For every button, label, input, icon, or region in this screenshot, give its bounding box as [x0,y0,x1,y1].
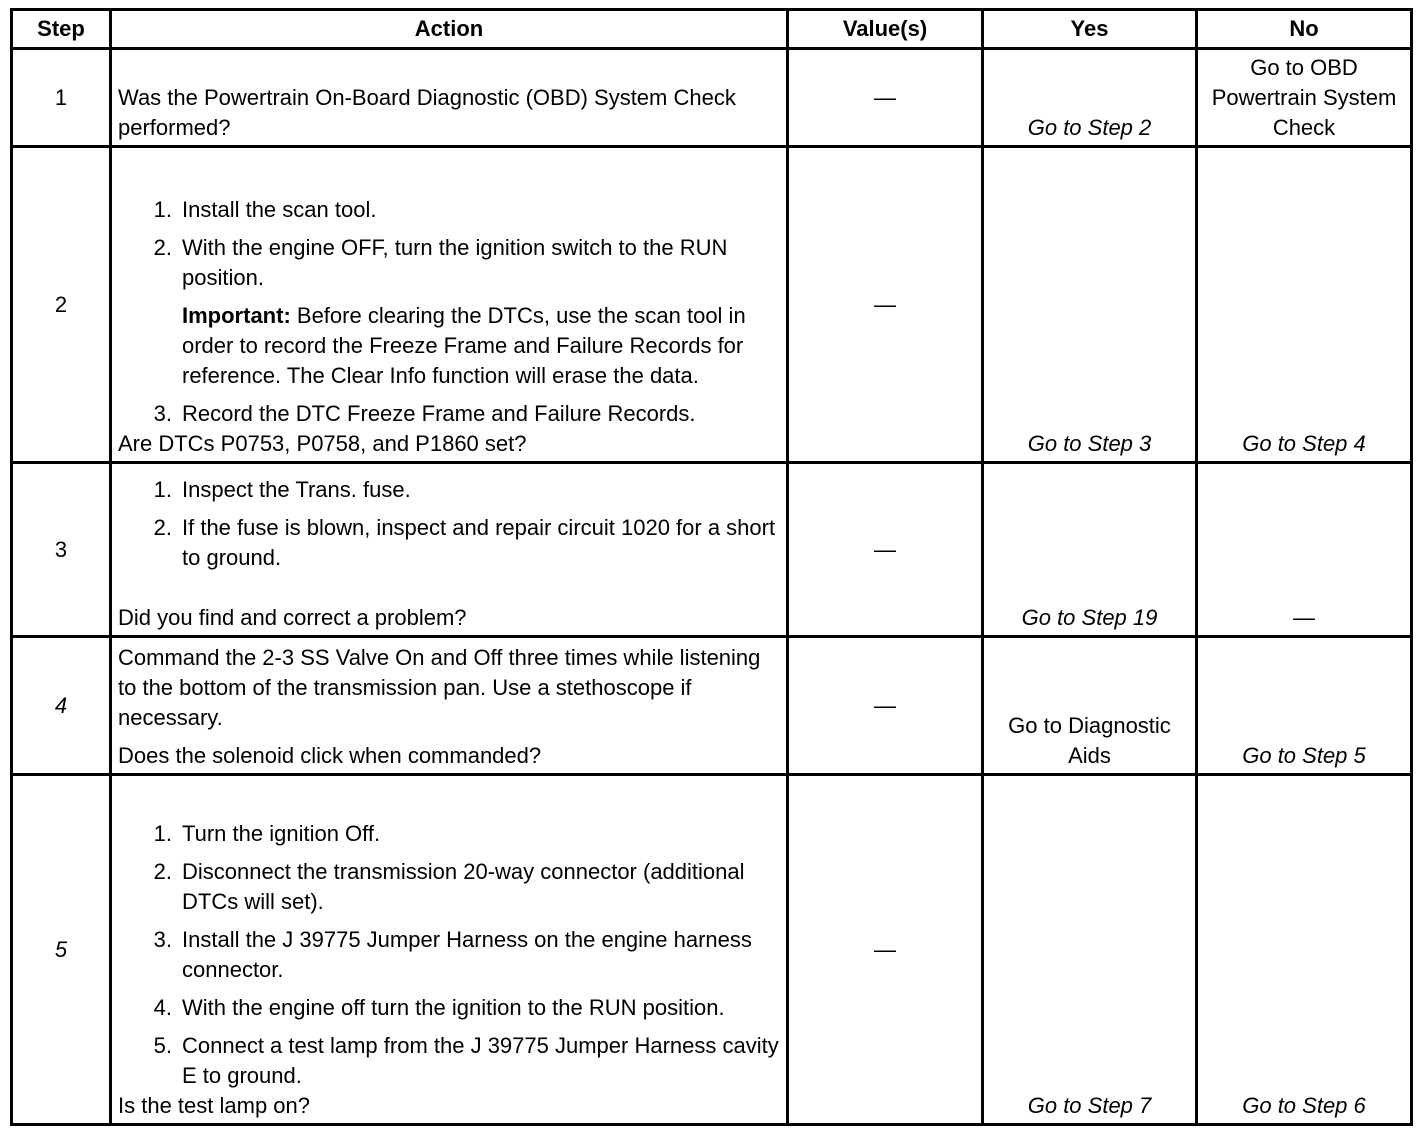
list-item: 1. Turn the ignition Off. [153,821,381,846]
table-row-step-4 [12,637,1412,775]
no-cell [1197,49,1412,147]
no-goto-link: Go to OBD Powertrain System Check [1211,55,1397,140]
action-question: Does the solenoid click when commanded? [118,743,542,768]
yes-cell [983,147,1197,463]
action-cell [111,147,788,463]
step-number: 4 [12,637,111,775]
value-cell: — [788,147,983,463]
list-item: 2. Disconnect the transmission 20-way connector (additional DTCs will set). [153,859,745,914]
no-cell [1197,463,1412,637]
table-row-step-3 [12,463,1412,637]
no-goto-link: Go to Step 6 [1242,1093,1366,1118]
action-cell [111,49,788,147]
step-number: 1 [12,49,111,147]
step-number: 5 [12,775,111,1125]
list-item: 3. Record the DTC Freeze Frame and Failure Records. [153,401,696,426]
table-row-step-1 [12,49,1412,147]
table-row-step-2 [12,147,1412,463]
action-list [118,195,782,293]
header-step: Step [12,10,111,49]
list-item: 2. If the fuse is blown, inspect and repair circuit 1020 for a short to ground. [153,515,776,570]
no-cell [1197,637,1412,775]
list-item: 1. Inspect the Trans. fuse. [153,477,411,502]
yes-goto-link: Go to Step 3 [1027,431,1152,456]
action-cell [111,463,788,637]
yes-goto-link: Go to Step 2 [1027,115,1152,140]
action-question: Are DTCs P0753, P0758, and P1860 set? [118,431,527,456]
yes-cell [983,49,1197,147]
action-list [118,399,782,429]
header-yes: Yes [983,10,1197,49]
action-question: Did you find and correct a problem? [118,605,467,630]
header-row [12,10,1412,49]
action-cell [111,775,788,1125]
value-cell: — [788,637,983,775]
step-number: 3 [12,463,111,637]
value-cell: — [788,775,983,1125]
action-text: Command the 2-3 SS Valve On and Off three times while listening to the bottom of the transmission pan. Use a stethoscope if necessary. [118,645,761,730]
action-cell [111,637,788,775]
list-item: 4. With the engine off turn the ignition to the RUN position. [153,995,725,1020]
list-item: 2. With the engine OFF, turn the ignition switch to the RUN position. [153,235,728,290]
yes-cell [983,775,1197,1125]
value-cell: — [788,49,983,147]
step-number: 2 [12,147,111,463]
list-item: 3. Install the J 39775 Jumper Harness on the engine harness connector. [153,927,752,982]
action-list [118,819,782,1091]
yes-cell [983,637,1197,775]
important-text: Before clearing the DTCs, use the scan tool in order to record the Freeze Frame and Failure Records for reference. The Clear Info function will erase the data. [182,303,746,388]
action-question: Was the Powertrain On-Board Diagnostic (OBD) System Check performed? [118,85,736,140]
yes-goto-link: Go to Diagnostic Aids [1008,713,1171,768]
header-action: Action [111,10,788,49]
list-item: 1. Install the scan tool. [153,197,377,222]
value-cell: — [788,463,983,637]
no-value: — [1293,605,1315,630]
table-row-step-5 [12,775,1412,1125]
header-values: Value(s) [788,10,983,49]
yes-goto-link: Go to Step 19 [1021,605,1158,630]
header-no: No [1197,10,1412,49]
no-goto-link: Go to Step 4 [1242,431,1366,456]
action-question: Is the test lamp on? [118,1093,310,1118]
no-goto-link: Go to Step 5 [1242,743,1366,768]
list-item: 5. Connect a test lamp from the J 39775 Jumper Harness cavity E to ground. [153,1033,779,1088]
yes-cell [983,463,1197,637]
diagnostic-table [10,8,1413,1126]
no-cell [1197,147,1412,463]
important-label: Important: [182,303,291,328]
no-cell [1197,775,1412,1125]
important-note [118,301,782,391]
yes-goto-link: Go to Step 7 [1027,1093,1152,1118]
action-list [118,475,782,573]
